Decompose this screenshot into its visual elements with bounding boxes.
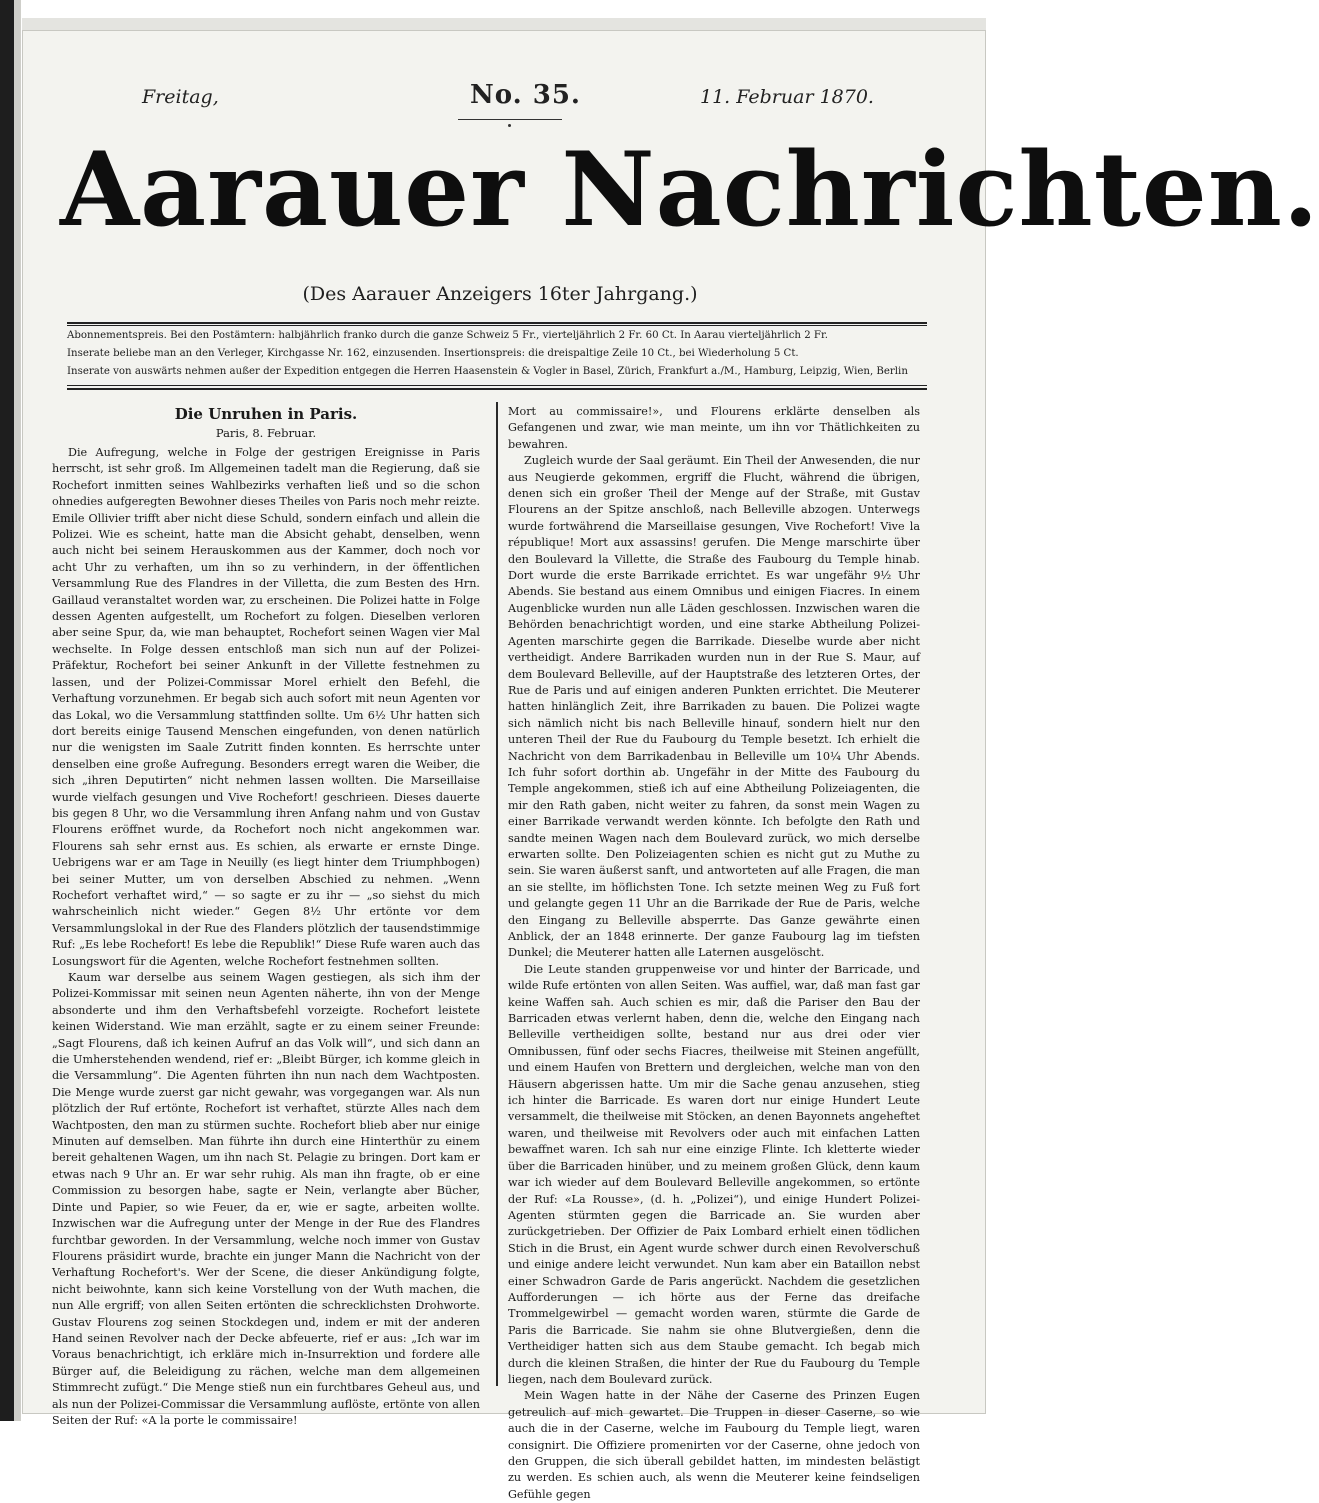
article-left-column	[52, 404, 480, 1429]
article-paragraph: Die Leute standen gruppenweise vor und hinter der Barricade, und wilde Rufe ertönten von allen Seiten. Was auffiel, war, daß man fast gar keine Waffen sah. Auch schien es mir, daß die Pariser den Bau der Barricaden etwas verlernt haben, denn die, welche den Eingang nach Belleville vertheidigen sollte, bestand nur aus drei oder vier Omnibussen, fünf oder sechs Fiacres, theilweise mit Steinen angefüllt, und einem Haufen von Brettern und dergleichen, welche man von den Häusern abgerissen hatte. Um mir die Sache genau anzusehen, stieg ich hinter die Barricade. Es waren dort nur einige Hundert Leute versammelt, die theilweise mit Stöcken, an denen Bayonnets angeheftet waren, und theilweise mit Revolvers oder auch mit einfachen Latten bewaffnet waren. Ich sah nur eine einzige Flinte. Ich kletterte wieder über die Barricaden hinüber, und zu meinem großen Glück, denn kaum war ich wieder auf dem Boulevard Belleville angekommen, so ertönte der Ruf: «La Rousse», (d. h. „Polizei“), und einige Hundert Polizei-Agenten stürmten gegen die Barricade an. Sie wurden aber zurückgetrieben. Der Offizier de Paix Lombard erhielt einen tödlichen Stich in die Brust, ein Agent wurde schwer durch einen Revolverschuß und einige andere leicht verwundet. Nun kam aber ein Bataillon nebst einer Schwadron Garde de Paris angerückt. Nachdem die gesetzlichen Aufforderungen — ich hörte aus der Ferne das dreifache Trommelgewirbel — gemacht worden waren, stürmte die Garde de Paris die Barricade. Sie nahm sie ohne Blutvergießen, denn die Vertheidiger hatten sich aus dem Staube gemacht. Ich begab mich durch die kleinen Straßen, die hinter der Rue du Faubourg du Temple liegen, nach dem Boulevard zurück.	[508, 962, 920, 1386]
subscription-line-3: Inserate von auswärts nehmen außer der Expedition entgegen die Herren Haasenstein & Vogler in Basel, Zürich, Frankfurt a./M., Hamburg, Leipzig, Wien, Berlin	[67, 366, 908, 377]
subscription-line-2: Inserate beliebe man an den Verleger, Kirchgasse Nr. 162, einzusenden. Insertionspreis: die dreispaltige Zeile 10 Ct., bei Wiederholung 5 Ct.	[67, 348, 799, 359]
rule-bottom-double-2	[67, 388, 927, 390]
scanner-edge-light	[14, 0, 21, 1421]
issue-date: 11. Februar 1870.	[700, 86, 874, 108]
newspaper-title: Aarauer Nachrichten.	[60, 130, 1319, 250]
rule-top-double-1	[67, 322, 927, 324]
article-paragraph: Zugleich wurde der Saal geräumt. Ein Theil der Anwesenden, die nur aus Neugierde gekommen, ergriff die Flucht, während die übrigen, denen sich ein großer Theil der Menge auf der Straße, mit Gustav Flourens an der Spitze anschloß, nach Belleville abzogen. Unterwegs wurde fortwährend die Marseillaise gesungen, Vive Rochefort! Vive la république! Mort aux assassins! gerufen. Die Menge marschirte über den Boulevard la Villette, die Straße des Faubourg du Temple hinab. Dort wurde die erste Barrikade errichtet. Es war ungefähr 9½ Uhr Abends. Sie bestand aus einem Omnibus und einigen Fiacres. In einem Augenblicke wurden nun alle Läden geschlossen. Inzwischen waren die Behörden benachrichtigt worden, und eine starke Abtheilung Polizei-Agenten marschirte gegen die Barrikade. Dieselbe wurde aber nicht vertheidigt. Andere Barrikaden wurden nun in der Rue S. Maur, auf dem Boulevard Belleville, auf der Hauptstraße des letzteren Ortes, der Rue de Paris und auf einigen anderen Punkten errichtet. Die Meuterer hatten hinlänglich Zeit, ihre Barrikaden zu bauen. Die Polizei wagte sich nämlich nicht bis nach Belleville hinauf, sondern hielt nur den unteren Theil der Rue du Faubourg du Temple besetzt. Ich erhielt die Nachricht von dem Barrikadenbau in Belleville um 10¼ Uhr Abends. Ich fuhr sofort dorthin ab. Ungefähr in der Mitte des Faubourg du Temple angekommen, stieß ich auf eine Abtheilung Polizeiagenten, die mir den Rath gaben, nicht weiter zu fahren, da sonst mein Wagen zu einer Barrikade verwandt werden könnte. Ich befolgte den Rath und sandte meinen Wagen nach dem Boulevard zurück, wo mich derselbe erwarten sollte. Den Polizeiagenten schien es nicht gut zu Muthe zu sein. Sie waren äußerst sanft, und antworteten auf alle Fragen, die man an sie stellte, im höflichsten Tone. Ich setzte meinen Weg zu Fuß fort und gelangte gegen 11 Uhr an die Barrikade der Rue de Paris, welche den Eingang zu Belleville absperrte. Das Ganze gewährte einen Anblick, der an 1848 erinnerte. Der ganze Faubourg lag im tiefsten Dunkel; die Meuterer hatten alle Laternen ausgelöscht.	[508, 454, 920, 960]
page-top-shadow	[22, 18, 986, 30]
article-paragraph: Die Aufregung, welche in Folge der gestrigen Ereignisse in Paris herrscht, ist sehr groß. Im Allgemeinen tadelt man die Regierung, daß sie Rochefort inmitten seines Wahlbezirks verhaften ließ und so die schon ohnedies aufgeregten Bewohner dieses Theiles von Paris noch mehr reizte. Emile Ollivier trifft aber nicht diese Schuld, sondern einfach und allein die Polizei. Wie es scheint, hatte man die Absicht gehabt, denselben, wenn auch nicht bei seinem Herauskommen aus der Kammer, doch noch vor acht Uhr zu verhaften, um ihn so zu verhindern, in der öffentlichen Versammlung Rue des Flandres in der Villetta, die zum Besten des Hrn. Gaillaud veranstaltet worden war, zu erscheinen. Die Polizei hatte in Folge dessen Agenten aufgestellt, um Rochefort zu folgen. Dieselben verloren aber seine Spur, da, wie man behauptet, Rochefort seinen Wagen vier Mal wechselte. In Folge dessen entschloß man sich nun auf der Polizei-Präfektur, Rochefort bei seiner Ankunft in der Villette festnehmen zu lassen, und der Polizei-Commissar Morel erhielt den Befehl, die Verhaftung vorzunehmen. Er begab sich auch sofort mit neun Agenten vor das Lokal, wo die Versammlung stattfinden sollte. Um 6½ Uhr hatten sich dort bereits einige Tausend Menschen eingefunden, von denen natürlich nur die wenigsten im Saale Zutritt finden konnten. Es herrschte unter denselben eine große Aufregung. Besonders erregt waren die Weiber, die sich „ihren Deputirten“ nicht nehmen lassen wollten. Die Marseillaise wurde vielfach gesungen und Vive Rochefort! geschrieen. Dieses dauerte bis gegen 8 Uhr, wo die Versammlung ihren Anfang nahm und von Gustav Flourens eröffnet wurde, da Rochefort noch nicht angekommen war. Flourens sah sehr ernst aus. Es schien, als erwarte er ernste Dinge. Uebrigens war er am Tage in Neuilly (es liegt hinter dem Triumphbogen) bei seiner Mutter, um von derselben Abschied zu nehmen. „Wenn Rochefort verhaftet wird,“ — so sagte er zu ihr — „so siehst du mich wahrscheinlich nicht wieder.“ Gegen 8½ Uhr ertönte vor dem Versammlungslokal in der Rue des Flanders plötzlich der tausendstimmige Ruf: „Es lebe Rochefort! Es lebe die Republik!“ Diese Rufe waren auch das Losungswort für die Agenten, welche Rochefort festnehmen sollten.	[52, 446, 480, 968]
subscription-line-1: Abonnementspreis. Bei den Postämtern: halbjährlich franko durch die ganze Schweiz 5 Fr., vierteljährlich 2 Fr. 60 Ct. In Aarau vierteljährlich 2 Fr.	[67, 330, 828, 341]
article-title: Die Unruhen in Paris.	[174, 405, 358, 423]
article-right-column	[508, 404, 920, 1503]
rule-bottom-double-1	[67, 385, 927, 386]
article-paragraph: Mort au commissaire!», und Flourens erklärte denselben als Gefangenen und zwar, wie man meinte, um ihn vor Thätlichkeiten zu bewahren.	[508, 405, 920, 451]
issue-number: No. 35.	[470, 80, 581, 110]
article-dateline: Paris, 8. Februar.	[215, 426, 317, 440]
issue-day: Freitag,	[142, 86, 219, 108]
newspaper-subtitle: (Des Aarauer Anzeigers 16ter Jahrgang.)	[302, 283, 698, 305]
article-paragraph: Mein Wagen hatte in der Nähe der Caserne des Prinzen Eugen getreulich auf mich gewartet. Die Truppen in dieser Caserne, so wie auch die in der Caserne, welche im Faubourg du Temple liegt, waren consignirt. Die Offiziere promenirten vor der Caserne, ohne jedoch von den Gruppen, die sich überall gebildet hatten, im mindesten belästigt zu werden. Es schien auch, als wenn die Meuterer keine feindseligen Gefühle gegen	[508, 1389, 920, 1501]
scanner-edge	[0, 0, 14, 1421]
column-divider	[496, 402, 498, 1386]
rule-top-double-2	[67, 325, 927, 326]
article-paragraph: Kaum war derselbe aus seinem Wagen gestiegen, als sich ihm der Polizei-Kommissar mit seinen neun Agenten näherte, ihn von der Menge absonderte und ihm den Verhaftsbefehl vorzeigte. Rochefort leistete keinen Widerstand. Wie man erzählt, sagte er zu einem seiner Freunde: „Sagt Flourens, daß ich keinen Aufruf an das Volk will“, und sich dann an die Umherstehenden wendend, rief er: „Bleibt Bürger, ich komme gleich in die Versammlung“. Die Agenten führten ihn nun nach dem Wachtposten. Die Menge wurde zuerst gar nicht gewahr, was vorgegangen war. Als nun plötzlich der Ruf ertönte, Rochefort ist verhaftet, stürzte Alles nach dem Wachtposten, den man zu stürmen suchte. Rochefort blieb aber nur einige Minuten auf demselben. Man führte ihn durch eine Hinterthür zu einem bereit gehaltenen Wagen, um ihn nach St. Pelagie zu bringen. Dort kam er etwas nach 9 Uhr an. Er war sehr ruhig. Als man ihn fragte, ob er eine Commission zu besorgen habe, sagte er Nein, verlangte aber Bücher, Dinte und Papier, so wie Feuer, da er, wie er sagte, arbeiten wollte. Inzwischen war die Aufregung unter der Menge in der Rue des Flandres furchtbar geworden. In der Versammlung, welche noch immer von Gustav Flourens präsidirt wurde, brachte ein junger Mann die Nachricht von der Verhaftung Rochefort's. Wer der Scene, die dieser Ankündigung folgte, nicht beiwohnte, kann sich keine Vorstellung von der Wuth machen, die nun Alle ergriff; von allen Seiten ertönten die schrecklichsten Drohworte. Gustav Flourens zog seinen Stockdegen und, indem er mit der anderen Hand seinen Revolver nach der Decke abfeuerte, rief er aus: „Ich war im Voraus benachrichtigt, ich erkläre mich in-Insurrektion und fordere alle Bürger auf, die Beleidigung zu rächen, welche man dem allgemeinen Stimmrecht zufügt.“ Die Menge stieß nun ein furchtbares Geheul aus, und als nun der Polizei-Commissar die Versammlung auflöste, ertönte von allen Seiten der Ruf: «A la porte le commissaire!	[52, 971, 480, 1427]
